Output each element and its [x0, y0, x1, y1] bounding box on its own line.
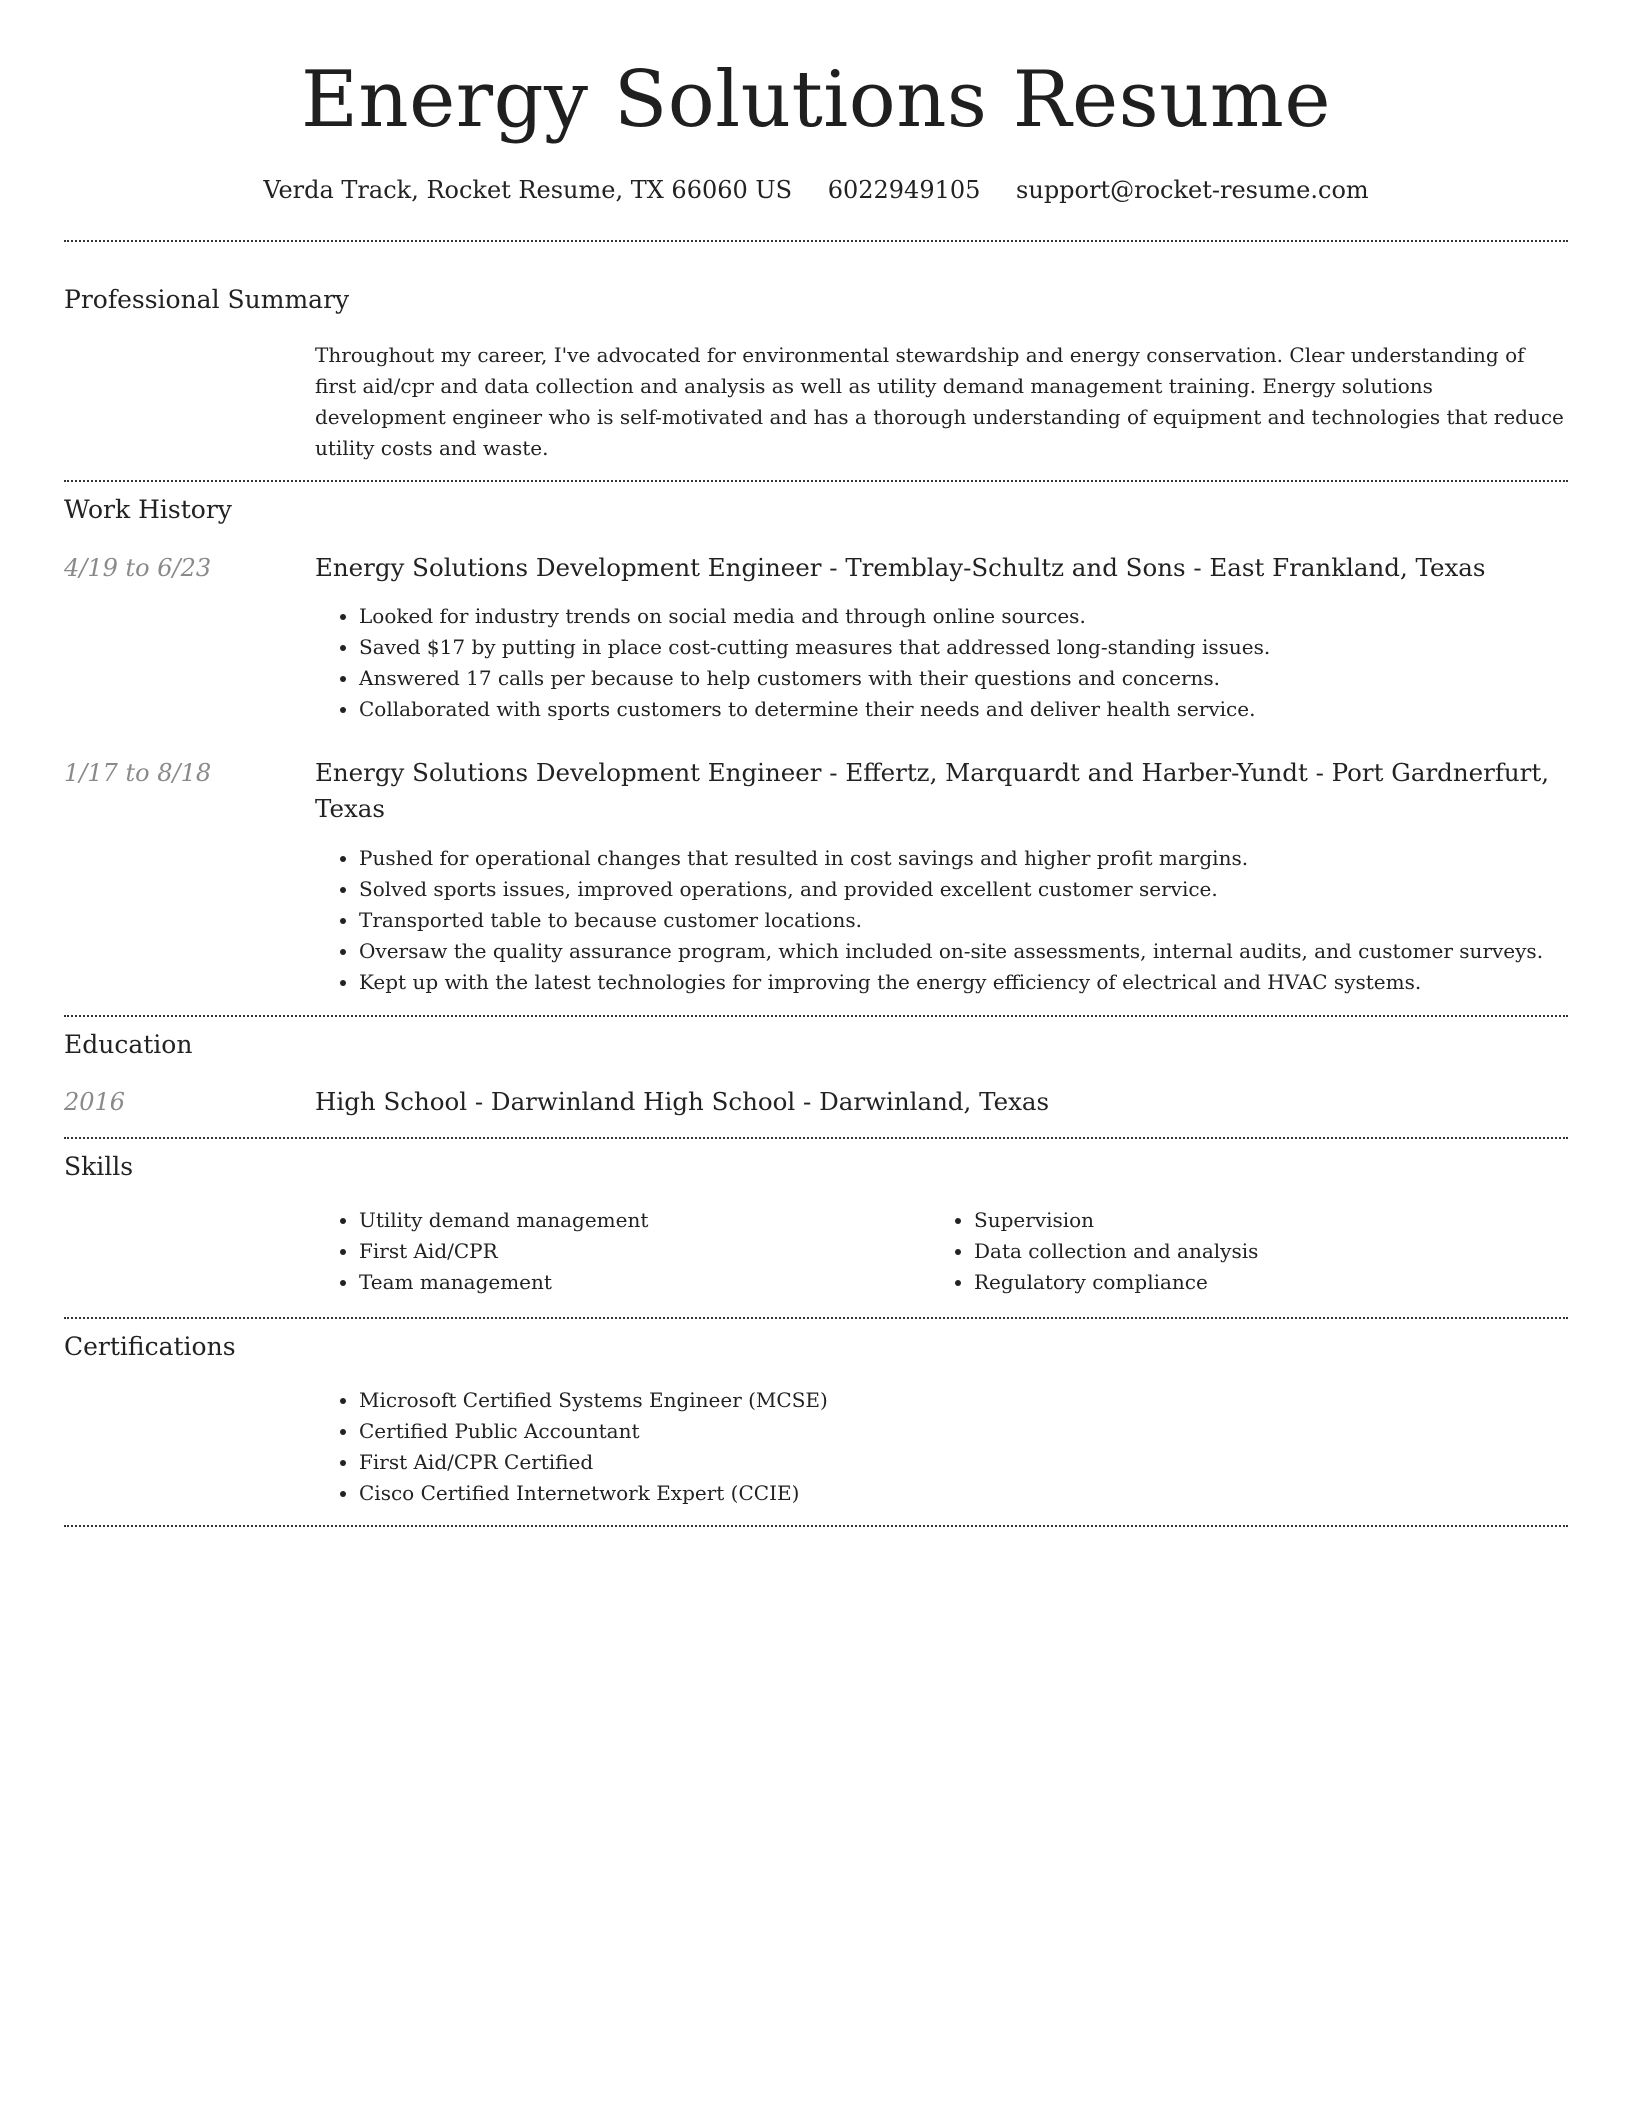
job-title: Energy Solutions Development Engineer	[315, 758, 822, 787]
section-divider	[64, 480, 1568, 482]
section-divider	[64, 1525, 1568, 1527]
job-bullets	[315, 601, 1612, 725]
job-bullet: • Pushed for operational changes that resulted in cost savings and higher profit margins.	[359, 843, 1612, 874]
job-title-line	[315, 550, 1568, 586]
section-divider	[64, 1137, 1568, 1139]
certification-item: • Microsoft Certified Systems Engineer (MCSE)	[359, 1385, 1612, 1416]
section-divider	[64, 240, 1568, 242]
section-divider	[64, 1015, 1568, 1017]
contact-address: Verda Track, Rocket Resume, TX 66060 US	[263, 176, 793, 204]
job-employer: - Effertz, Marquardt and Harber-Yundt - Port Gardnerfurt, Texas	[315, 758, 1550, 823]
certification-item: • First Aid/CPR Certified	[359, 1447, 1612, 1478]
education-year: 2016	[64, 1088, 126, 1116]
job-bullets	[315, 843, 1612, 998]
job-dates: 4/19 to 6/23	[64, 554, 212, 582]
certification-item: • Cisco Certified Internetwork Expert (CCIE)	[359, 1478, 1612, 1509]
job-title: Energy Solutions Development Engineer	[315, 553, 822, 582]
certification-item: • Certified Public Accountant	[359, 1416, 1612, 1447]
skill-item: • Utility demand management	[359, 1205, 929, 1236]
work-history-heading: Work History	[64, 495, 232, 524]
resume-title: Energy Solutions Resume	[300, 55, 1332, 145]
job-bullet: • Collaborated with sports customers to determine their needs and deliver health service.	[359, 694, 1612, 725]
skill-item: • Data collection and analysis	[974, 1236, 1544, 1267]
job-bullet: • Answered 17 calls per because to help customers with their questions and concerns.	[359, 663, 1612, 694]
job-bullet: • Saved $17 by putting in place cost-cutting measures that addressed long-standing issues.	[359, 632, 1612, 663]
skill-item: • First Aid/CPR	[359, 1236, 929, 1267]
skill-item: • Regulatory compliance	[974, 1267, 1544, 1298]
contact-email: support@rocket-resume.com	[1016, 176, 1369, 204]
skill-item: • Supervision	[974, 1205, 1544, 1236]
skills-heading: Skills	[64, 1152, 134, 1181]
job-bullet: • Transported table to because customer locations.	[359, 905, 1612, 936]
certifications-list	[315, 1385, 1612, 1509]
job-bullet: • Kept up with the latest technologies for improving the energy efficiency of electrical and HVAC systems.	[359, 967, 1612, 998]
section-divider	[64, 1317, 1568, 1319]
job-dates: 1/17 to 8/18	[64, 759, 212, 787]
education-heading: Education	[64, 1030, 193, 1059]
certifications-heading: Certifications	[64, 1332, 236, 1361]
job-bullet: • Looked for industry trends on social media and through online sources.	[359, 601, 1612, 632]
contact-line	[0, 170, 1632, 210]
job-bullet: • Oversaw the quality assurance program, which included on-site assessments, internal audits, and customer surveys.	[359, 936, 1612, 967]
contact-phone: 6022949105	[827, 176, 981, 204]
job-bullet: • Solved sports issues, improved operations, and provided excellent customer service.	[359, 874, 1612, 905]
summary-text: Throughout my career, I've advocated for environmental stewardship and energy conservation. Clear understanding of first aid/cpr and data collection and analysis as well as utility demand management training. Energy solutions development engineer who is self-motivated and has a thorough understanding of equipment and technologies that reduce utility costs and waste.	[315, 343, 1564, 460]
job-employer: - Tremblay-Schultz and Sons - East Frankland, Texas	[821, 553, 1486, 582]
job-title-line	[315, 755, 1568, 827]
education-school: - Darwinland High School - Darwinland, Texas	[467, 1087, 1050, 1116]
skills-list-right	[930, 1205, 1544, 1298]
education-degree: High School	[315, 1087, 468, 1116]
education-line	[315, 1084, 1568, 1120]
skill-item: • Team management	[359, 1267, 929, 1298]
skills-list-left	[315, 1205, 929, 1298]
summary-heading: Professional Summary	[64, 285, 350, 314]
